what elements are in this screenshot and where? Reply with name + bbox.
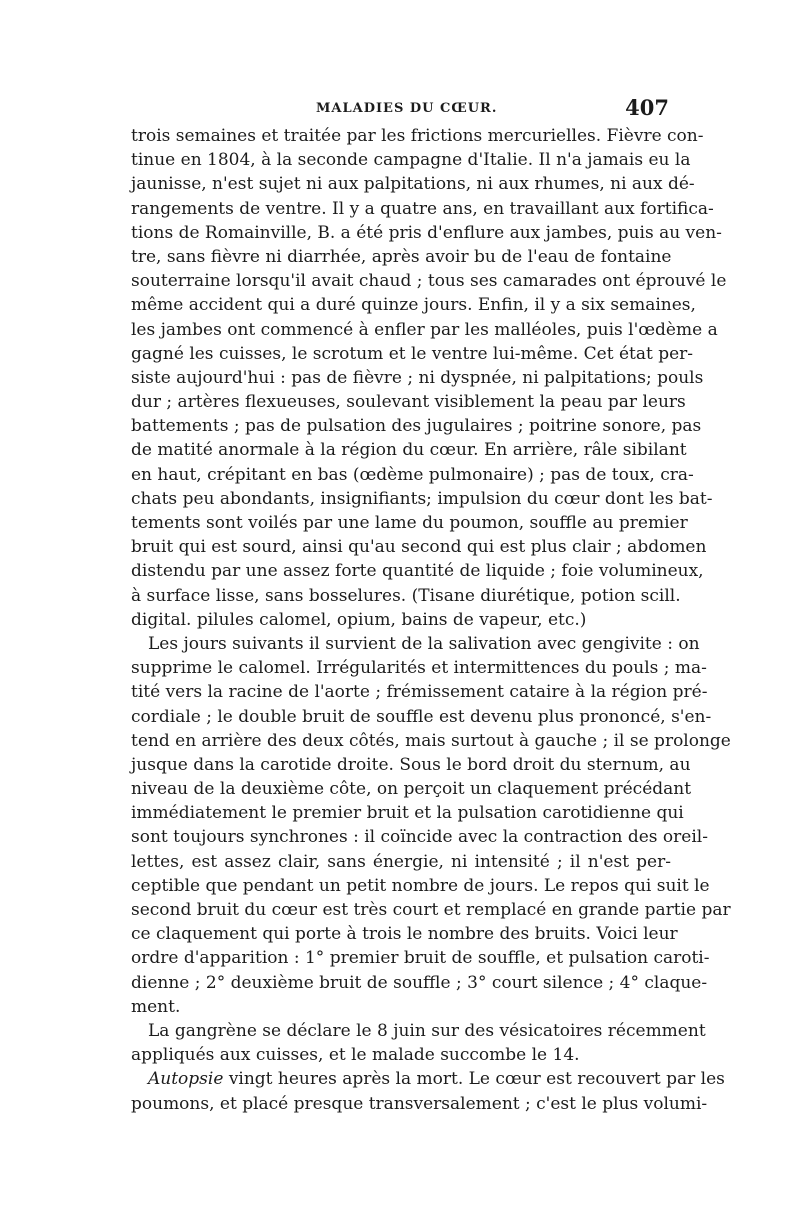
- text-line: tend en arrière des deux côtés, mais surtout à gauche ; il se prolonge: [131, 730, 731, 751]
- text-line: appliqués aux cuisses, et le malade succombe le 14.: [131, 1045, 580, 1066]
- text-line: jusque dans la carotide droite. Sous le bord droit du sternum, au: [131, 754, 691, 775]
- text-line: tements sont voilés par une lame du poumon, souffle au premier: [131, 513, 688, 533]
- text-line: supprime le calomel. Irrégularités et intermittences du pouls ; ma-: [131, 658, 707, 679]
- text-line: tre, sans fièvre ni diarrhée, après avoir bu de l'eau de fontaine: [131, 246, 672, 267]
- text-line: ordre d'apparition : 1° premier bruit de souffle, et pulsation caroti-: [131, 948, 710, 969]
- text-line: de matité anormale à la région du cœur. En arrière, râle sibilant: [131, 440, 687, 461]
- text-line: immédiatement le premier bruit et la pulsation carotidienne qui: [131, 803, 684, 824]
- text-line: siste aujourd'hui : pas de fièvre ; ni dyspnée, ni palpitations; pouls: [131, 367, 704, 388]
- text-line: lettes, est assez clair, sans énergie, ni intensité ; il n'est per-: [131, 851, 671, 872]
- body-text: [131, 124, 731, 1116]
- text-line: second bruit du cœur est très court et remplacé en grande partie par: [131, 900, 731, 920]
- text-line: dur ; artères flexueuses, soulevant visiblement la peau par leurs: [131, 392, 686, 413]
- paragraph-start-line: La gangrène se déclare le 8 juin sur des vésicatoires récemment: [148, 1020, 706, 1041]
- text-line: digital. pilules calomel, opium, bains de vapeur, etc.): [131, 609, 587, 630]
- text-line: trois semaines et traitée par les frictions mercurielles. Fièvre con-: [131, 126, 704, 146]
- text-line: en haut, crépitant en bas (œdème pulmonaire) ; pas de toux, cra-: [131, 464, 694, 485]
- text-line: tité vers la racine de l'aorte ; frémissement cataire à la région pré-: [131, 682, 708, 703]
- text-line: jaunisse, n'est sujet ni aux palpitations, ni aux rhumes, ni aux dé-: [131, 174, 695, 195]
- autopsie-label: Autopsie: [148, 1069, 224, 1090]
- text-line: poumons, et placé presque transversalement ; c'est le plus volumi-: [131, 1093, 708, 1114]
- text-line: sont toujours synchrones : il coïncide avec la contraction des oreil-: [131, 827, 708, 848]
- text-line: même accident qui a duré quinze jours. Enfin, il y a six semaines,: [131, 295, 696, 316]
- text-line: ment.: [131, 996, 181, 1017]
- running-head: [131, 95, 671, 123]
- text-line: les jambes ont commencé à enfler par les malléoles, puis l'œdème a: [131, 319, 718, 340]
- text-line: tinue en 1804, à la seconde campagne d'Italie. Il n'a jamais eu la: [131, 150, 691, 171]
- text-line: dienne ; 2° deuxième bruit de souffle ; 3° court silence ; 4° claque-: [131, 972, 708, 993]
- text-line: à surface lisse, sans bosselures. (Tisane diurétique, potion scill.: [131, 585, 681, 606]
- text-line: bruit qui est sourd, ainsi qu'au second qui est plus clair ; abdomen: [131, 537, 707, 558]
- text-line: cordiale ; le double bruit de souffle est devenu plus prononcé, s'en-: [131, 706, 712, 727]
- text-line: chats peu abondants, insignifiants; impulsion du cœur dont les bat-: [131, 488, 713, 509]
- paragraph-start-line: [131, 1067, 725, 1091]
- text-line: battements ; pas de pulsation des jugulaires ; poitrine sonore, pas: [131, 416, 702, 437]
- running-title: MALADIES DU CŒUR.: [316, 101, 498, 116]
- text-line: ce claquement qui porte à trois le nombre des bruits. Voici leur: [131, 924, 678, 945]
- text-line: ceptible que pendant un petit nombre de jours. Le repos qui suit le: [131, 875, 710, 896]
- page-number: 407: [625, 95, 669, 120]
- text-line: rangements de ventre. Il y a quatre ans, en travaillant aux fortifica-: [131, 198, 714, 219]
- text-line: tions de Romainville, B. a été pris d'enflure aux jambes, puis au ven-: [131, 222, 722, 243]
- paragraph-start-line: Les jours suivants il survient de la salivation avec gengivite : on: [148, 633, 700, 654]
- text-line: souterraine lorsqu'il avait chaud ; tous ses camarades ont éprouvé le: [131, 271, 727, 292]
- text-line-rest: vingt heures après la mort. Le cœur est recouvert par les: [228, 1069, 725, 1090]
- text-line: niveau de la deuxième côte, on perçoit un claquement précédant: [131, 779, 692, 800]
- text-line: distendu par une assez forte quantité de liquide ; foie volumineux,: [131, 561, 704, 582]
- text-line: gagné les cuisses, le scrotum et le ventre lui-même. Cet état per-: [131, 343, 694, 364]
